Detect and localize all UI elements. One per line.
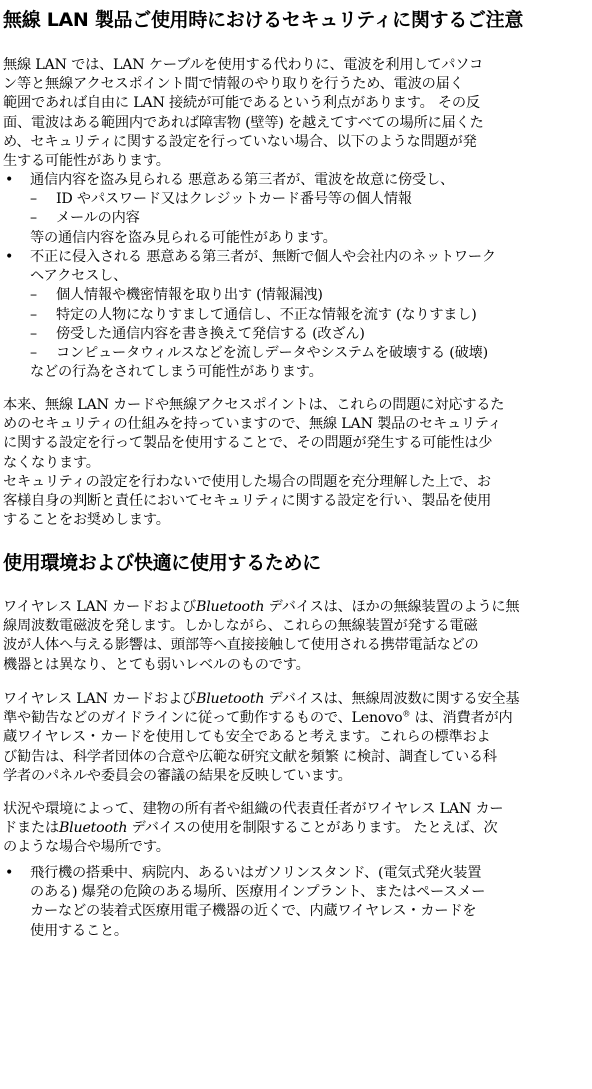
- closing-line: に関する設定を行って製品を使用することで、その問題が発生する可能性は少: [3, 435, 493, 452]
- text-run: は、消費者が内: [410, 710, 513, 727]
- intro-line: め、セキュリティに関する設定を行っていない場合、以下のような問題が発: [3, 133, 477, 150]
- bullet-row: [3, 171, 591, 190]
- sub-item: [3, 344, 591, 363]
- paragraph-line: 波が人体へ与える影響は、頭部等へ直接接触して使用される携帯電話などの: [3, 637, 479, 654]
- paragraph-line: [3, 690, 591, 709]
- text-run: ワイヤレス LAN カードおよび: [3, 599, 196, 615]
- bluetooth-term: Bluetooth: [58, 820, 128, 837]
- sub-item-text: 特定の人物になりすまして通信し、不正な情報を流す (なりすまし): [56, 306, 477, 323]
- closing-line: 客様自身の判断と責任においてセキュリティに関する設定を行い、製品を使用: [3, 492, 492, 509]
- bullet-text: 使用すること。: [30, 922, 128, 939]
- text-run: デバイスは、無線周波数に関する安全基: [264, 691, 520, 707]
- text-run: デバイスの使用を制限することがあります。 たとえば、次: [127, 820, 498, 837]
- safety-standards-paragraph: [3, 690, 591, 786]
- eavesdropping-bullet: [3, 171, 591, 248]
- paragraph-line: のような場合や場所です。: [3, 839, 170, 856]
- environment-heading: 使用環境および快適に使用するために: [3, 552, 321, 574]
- dash-mark: –: [30, 344, 37, 361]
- paragraph-line: 状況や環境によって、建物の所有者や組織の代表責任者がワイヤレス LAN カー: [3, 801, 504, 817]
- paragraph-line: 機器とは異なり、とても弱いレベルのものです。: [3, 656, 310, 673]
- closing-line: セキュリティの設定を行わないで使用した場合の問題を充分理解した上で、お: [3, 473, 491, 490]
- bullet-text: 飛行機の搭乗中、病院内、あるいはガソリンスタンド、(電気式発火装置: [30, 865, 482, 881]
- text-run: 準や勧告などのガイドラインに従って動作するもので、Lenovo: [3, 710, 403, 727]
- bullet-trailer: [3, 363, 591, 382]
- intro-line: 範囲であれば自由に LAN 接続が可能であるという利点があります。 その反: [3, 95, 480, 112]
- paragraph-line: [3, 598, 591, 617]
- sub-item-text: ID やパスワード又はクレジットカード番号等の個人情報: [56, 191, 412, 208]
- intro-line: 面、電波はある範囲内であれば障害物 (壁等) を越えてすべての場所に届くた: [3, 114, 484, 131]
- intrusion-bullet: [3, 248, 591, 382]
- text-run: デバイスは、ほかの無線装置のように無: [264, 599, 520, 615]
- dash-mark: –: [30, 306, 37, 323]
- bullet-row: [3, 864, 591, 883]
- usage-restriction-paragraph: [3, 800, 591, 858]
- restricted-places-bullet: [3, 864, 591, 941]
- sub-item-text: 傍受した通信内容を書き換えて発信する (改ざん): [56, 325, 365, 342]
- sub-item-text: コンピュータウィルスなどを流しデータやシステムを破壊する (破壊): [56, 344, 488, 361]
- closing-line: めのセキュリティの仕組みを持っていますので、無線 LAN 製品のセキュリティ: [3, 416, 502, 433]
- intro-line: 生する可能性があります。: [3, 152, 170, 169]
- sub-item: [3, 286, 591, 305]
- closing-line: 本来、無線 LAN カードや無線アクセスポイントは、これらの問題に対応するた: [3, 397, 505, 413]
- dash-mark: –: [30, 325, 37, 342]
- bullet-row: [3, 248, 591, 267]
- paragraph-line: 線周波数電磁波を発します。しかしながら、これらの無線装置が発する電磁: [3, 618, 478, 635]
- sub-item-text: メールの内容: [56, 210, 140, 227]
- bullet-row-continued: [3, 267, 591, 286]
- sub-item: [3, 209, 591, 228]
- paragraph-line: 学者のパネルや委員会の審議の結果を反映しています。: [3, 767, 352, 784]
- bullet-text: 不正に侵入される 悪意ある第三者が、無断で個人や会社内のネットワーク: [30, 249, 496, 265]
- security-heading: 無線 LAN 製品ご使用時におけるセキュリティに関するご注意: [3, 9, 524, 31]
- closing-line: なくなります。: [3, 454, 100, 471]
- bullet-row-continued: [3, 883, 591, 902]
- rf-exposure-paragraph: [3, 598, 591, 675]
- text-run: ワイヤレス LAN カードおよび: [3, 691, 196, 707]
- bullet-mark: •: [5, 172, 14, 188]
- bullet-row-continued: [3, 922, 591, 941]
- text-run: ドまたは: [3, 820, 59, 837]
- bluetooth-term: Bluetooth: [195, 599, 265, 615]
- bullet-row-continued: [3, 902, 591, 921]
- closing-line: することをお奨めします。: [3, 512, 170, 529]
- bullet-mark: •: [5, 249, 14, 265]
- intro-line: ン等と無線アクセスポイント間で情報のやり取りを行うため、電波の届く: [3, 76, 464, 93]
- dash-mark: –: [30, 287, 37, 304]
- sub-item-text: 個人情報や機密情報を取り出す (情報漏洩): [56, 287, 323, 304]
- bullet-text: ヘアクセスし、: [30, 268, 128, 285]
- sub-item: [3, 306, 591, 325]
- bullet-text: 通信内容を盗み見られる 悪意ある第三者が、電波を故意に傍受し、: [30, 172, 454, 188]
- sub-item: [3, 190, 591, 209]
- intro-line: 無線 LAN では、LAN ケーブルを使用する代わりに、電波を利用してパソコ: [3, 57, 483, 73]
- security-intro-paragraph: [3, 56, 591, 171]
- paragraph-line: 蔵ワイヤレス・カードを使用しても安全であると考えます。これらの標準およ: [3, 729, 491, 746]
- sub-item: [3, 325, 591, 344]
- paragraph-line: [3, 709, 591, 728]
- bullet-trailer-text: などの行為をされてしまう可能性があります。: [30, 364, 323, 381]
- paragraph-line: [3, 819, 591, 838]
- bluetooth-term: Bluetooth: [195, 691, 265, 707]
- bullet-trailer: [3, 229, 591, 248]
- bullet-text: のある) 爆発の危険のある場所、医療用インプラント、またはペースメー: [30, 884, 486, 901]
- bullet-trailer-text: 等の通信内容を盗み見られる可能性があります。: [30, 229, 337, 246]
- bullet-mark: •: [5, 865, 14, 881]
- bullet-text: カーなどの装着式医療用電子機器の近くで、内蔵ワイヤレス・カードを: [30, 903, 477, 920]
- dash-mark: –: [30, 210, 37, 227]
- paragraph-line: び勧告は、科学者団体の合意や広範な研究文献を頻繁 に検討、調査している科: [3, 748, 497, 765]
- dash-mark: –: [30, 191, 37, 208]
- security-closing-paragraph: [3, 396, 591, 530]
- registered-mark: ®: [402, 709, 411, 719]
